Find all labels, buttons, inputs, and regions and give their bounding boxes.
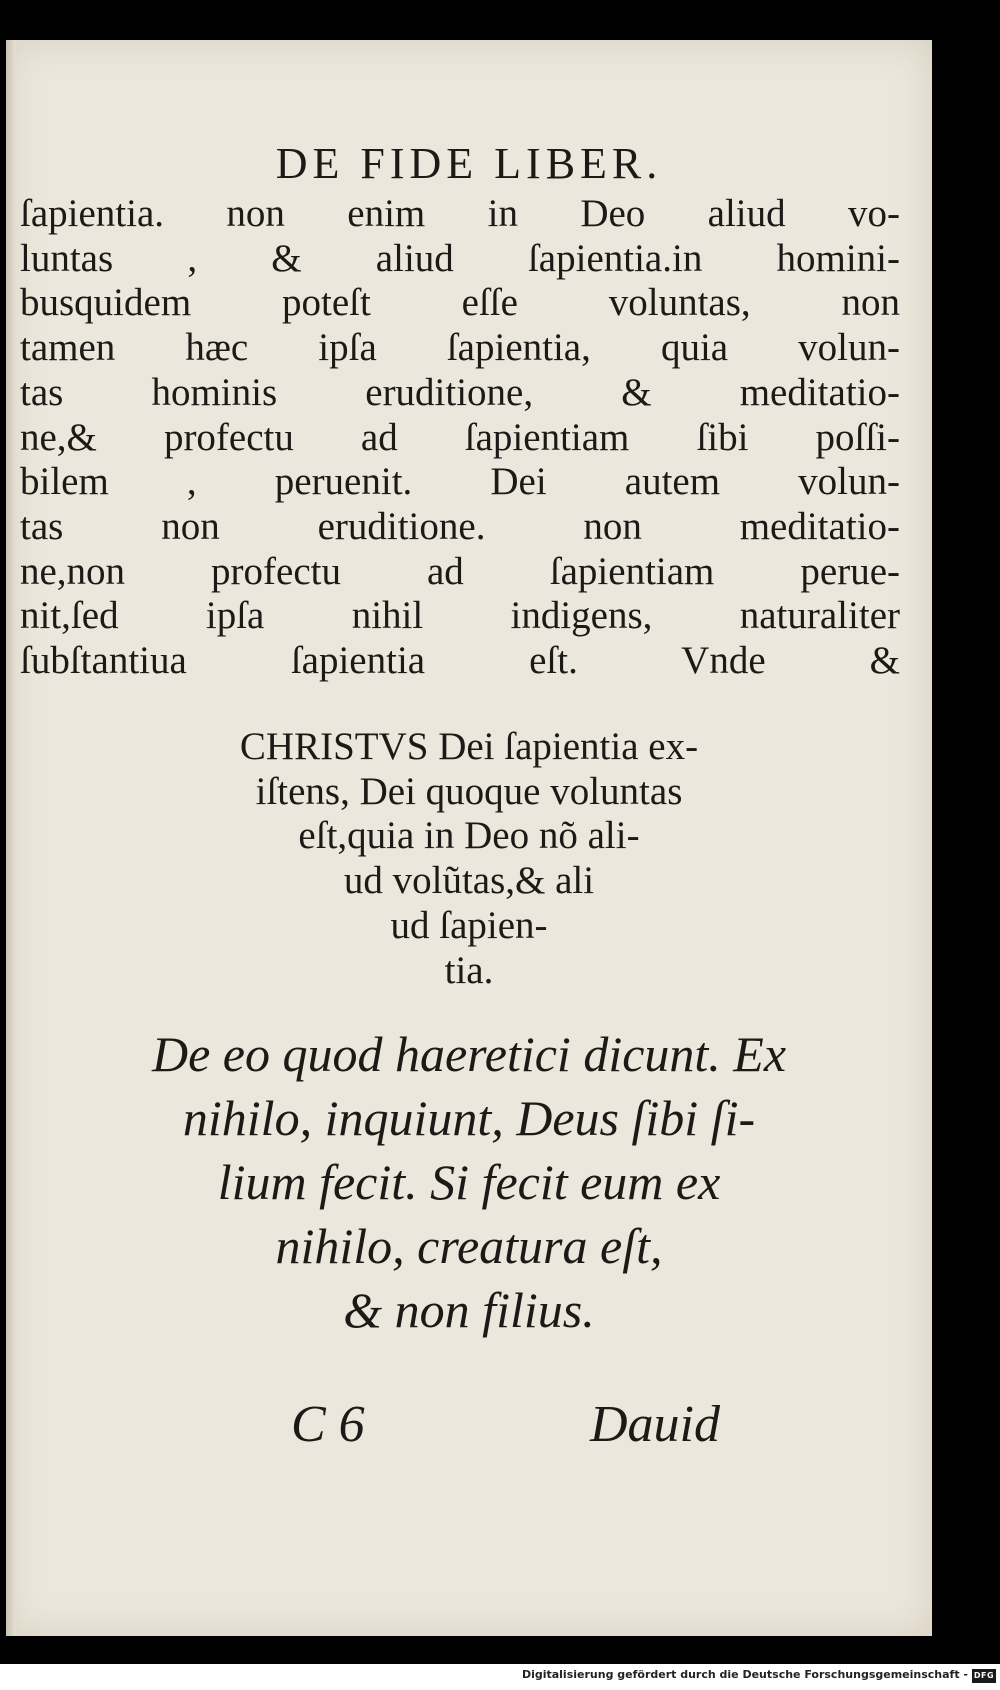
body-line: tamen hæc ipſa ſapientia, quia volun-: [20, 326, 900, 370]
book-page: [6, 40, 932, 1636]
body-line: luntas , & aliud ſapientia.in homini-: [20, 236, 900, 280]
credit-bar: [0, 1664, 1000, 1690]
taper-line: iſtens, Dei quoque voluntas: [255, 769, 683, 813]
body-line: bilem , peruenit. Dei autem volun-: [20, 460, 900, 504]
dfg-logo-icon: DFG: [972, 1669, 996, 1683]
body-line: ſapientia. non enim in Deo aliud vo-: [20, 192, 900, 235]
digitization-credit: Digitalisierung gefördert durch die Deutsche Forschungsgemeinschaft -: [521, 1668, 968, 1681]
heading-line: nihilo, inquiunt, Deus ſibi ſi-: [182, 1090, 756, 1146]
taper-line: tia.: [444, 948, 494, 992]
body-text: [20, 192, 900, 684]
body-line: busquidem poteſt eſſe voluntas, non: [20, 281, 900, 325]
heading-line: & non filius.: [343, 1282, 595, 1338]
heading-line: De eo quod haeretici dicunt. Ex: [151, 1026, 787, 1082]
body-line: ſubſtantiua ſapientia eſt. Vnde &: [20, 639, 900, 683]
taper-line: ud volũtas,& ali: [343, 859, 595, 903]
taper-line: CHRISTVS Dei ſapientia ex-: [239, 725, 699, 768]
taper-line: ud ſapien-: [390, 903, 548, 947]
taper-line: eſt,quia in Deo nõ ali-: [298, 814, 640, 858]
heading-line: nihilo, creatura eſt,: [275, 1218, 663, 1274]
body-line: ne,& profectu ad ſapientiam ſibi poſſi-: [20, 415, 900, 459]
body-line: ne,non profectu ad ſapientiam perue-: [20, 549, 900, 593]
tapered-paragraph-end: [6, 725, 932, 993]
heading-line: lium fecit. Si fecit eum ex: [217, 1154, 721, 1210]
page-footer: [6, 1395, 932, 1465]
body-line: tas non eruditione. non meditatio-: [20, 504, 900, 548]
catchword: Dauid: [590, 1396, 720, 1453]
body-line: nit,ſed ipſa nihil indigens, naturaliter: [20, 594, 900, 638]
signature-mark: C 6: [291, 1396, 365, 1453]
running-head: DE FIDE LIBER.: [275, 139, 663, 188]
body-line: tas hominis eruditione, & meditatio-: [20, 370, 900, 414]
section-heading: [6, 1022, 932, 1342]
